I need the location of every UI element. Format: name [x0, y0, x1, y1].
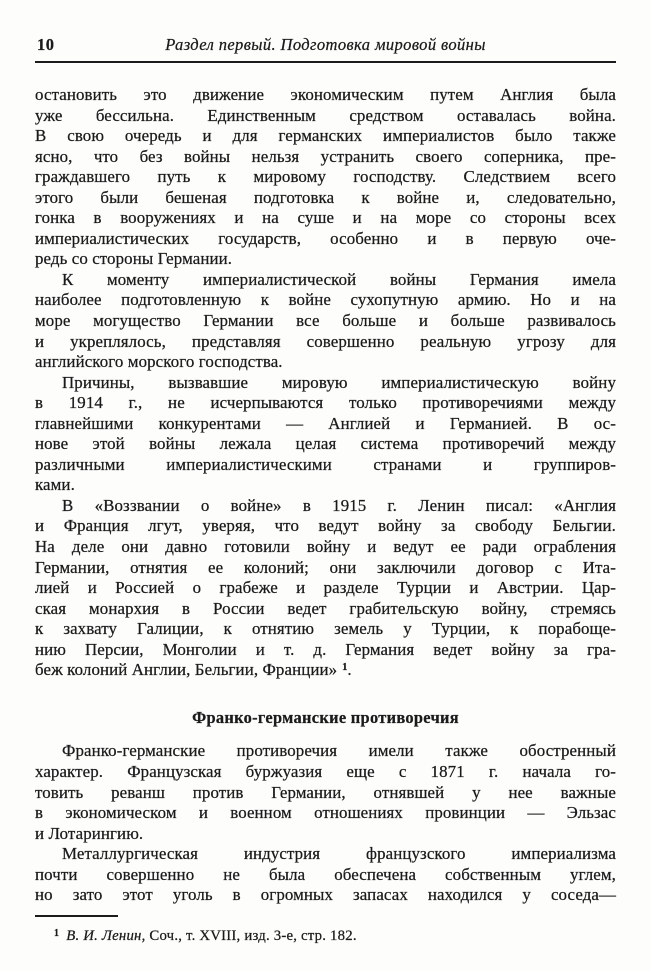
text-line: лией и Россией о грабеже и разделе Турции и Австрии. Цар- — [35, 578, 616, 598]
footnote-text: , Соч., т. XVIII, изд. 3-е, стр. 182. — [141, 927, 357, 944]
text-line: К моменту империалистической войны Германия имела — [62, 269, 616, 289]
text-line: ками. — [35, 475, 75, 495]
text-line: главнейшими конкурентами — Англией и Германией. В ос- — [35, 413, 616, 433]
text-line: этого были бешеная подготовка к войне и, следовательно, — [35, 187, 616, 207]
text-line: наиболее подготовленную к войне сухопутную армию. Но и на — [35, 290, 616, 310]
paragraph — [35, 373, 616, 496]
text-line: Германии, отнятия ее колоний; они заключили договор с Ита- — [35, 557, 616, 577]
quote-end-text: беж колоний Англии, Бельгии, Франции» — [35, 660, 338, 680]
text-line: В свою очередь и для германских империалистов было также — [35, 126, 616, 146]
text-line: уже бессильна. Единственным средством оставалась война. — [35, 105, 616, 125]
text-line: империалистических государств, особенно и в первую оче- — [35, 228, 616, 248]
header-rule — [35, 61, 616, 63]
footnote — [35, 927, 616, 947]
page-footer — [35, 915, 616, 947]
text-line: Причины, вызвавшие мировую империалистическую войну — [62, 372, 616, 392]
page-header — [35, 35, 616, 55]
text-line: различными империалистическими странами и группиров- — [35, 454, 616, 474]
text-line: Металлургическая индустрия французского империализма — [62, 844, 616, 864]
text-line: и Франция лгут, уверяя, что ведут войну за свободу Бельгии. — [35, 516, 616, 536]
sentence-period: . — [347, 660, 352, 680]
running-title: Раздел первый. Подготовка мировой войны — [165, 35, 486, 54]
text-line: но зато этот уголь в огромных запасах находился у соседа— — [35, 885, 616, 905]
footnote-rule — [35, 915, 118, 917]
paragraph — [35, 844, 616, 906]
paragraph — [35, 85, 616, 270]
section-heading: Франко-германские противоречия — [192, 707, 459, 727]
text-line: В «Воззвании о войне» в 1915 г. Ленин писал: «Англия — [62, 495, 616, 515]
text-line: в 1914 г., не исчерпываются только противоречиями между — [35, 393, 616, 413]
text-line: На деле они давно готовили войну и ведут ее ради ограбления — [35, 537, 616, 557]
text-line: английского морского господства. — [35, 352, 283, 372]
text-line: ясно, что без войны нельзя устранить своего соперника, пре- — [35, 146, 616, 166]
footnote-reference: 1 — [342, 662, 348, 674]
text-line: почти совершенно не была обеспечена собственным углем, — [35, 864, 616, 884]
footnote-marker: 1 — [54, 927, 60, 939]
text-line: море могущество Германии все больше и больше развивалось — [35, 311, 616, 331]
text-line: нове этой войны лежала целая система противоречий между — [35, 434, 616, 454]
paragraph — [35, 741, 616, 844]
page-body — [35, 85, 616, 906]
page-number: 10 — [37, 35, 55, 54]
text-line: ская монархия в России ведет грабительскую войну, стремясь — [35, 598, 616, 618]
text-line: и укреплялось, представляя совершенно реальную угрозу для — [35, 331, 616, 351]
text-line: граждавшего путь к мировому господству. Следствием всего — [35, 167, 616, 187]
text-line — [35, 660, 616, 684]
text-line: нию Персии, Монголии и т. д. Германия ведет войну за гра- — [35, 639, 616, 659]
text-line: Франко-германские противоречия имели также обостренный — [62, 741, 616, 761]
text-line: гонка в вооружениях и на суше и на море со стороны всех — [35, 208, 616, 228]
text-line: редь со стороны Германии. — [35, 249, 233, 269]
text-line: остановить это движение экономическим путем Англия была — [35, 85, 616, 104]
paragraph — [35, 496, 616, 684]
footnote-author: В. И. Ленин — [66, 927, 142, 944]
text-line: товить реванш против Германии, отнявшей у нее важные — [35, 782, 616, 802]
paragraph — [35, 270, 616, 373]
text-line: и Лотарингию. — [35, 823, 144, 843]
text-line: в экономическом и военном отношениях провинции — Эльзас — [35, 803, 616, 823]
text-line: характер. Французская буржуазия еще с 1871 г. начала го- — [35, 761, 616, 781]
text-line: к захвату Галиции, к отнятию земель у Турции, к порабоще- — [35, 619, 616, 639]
